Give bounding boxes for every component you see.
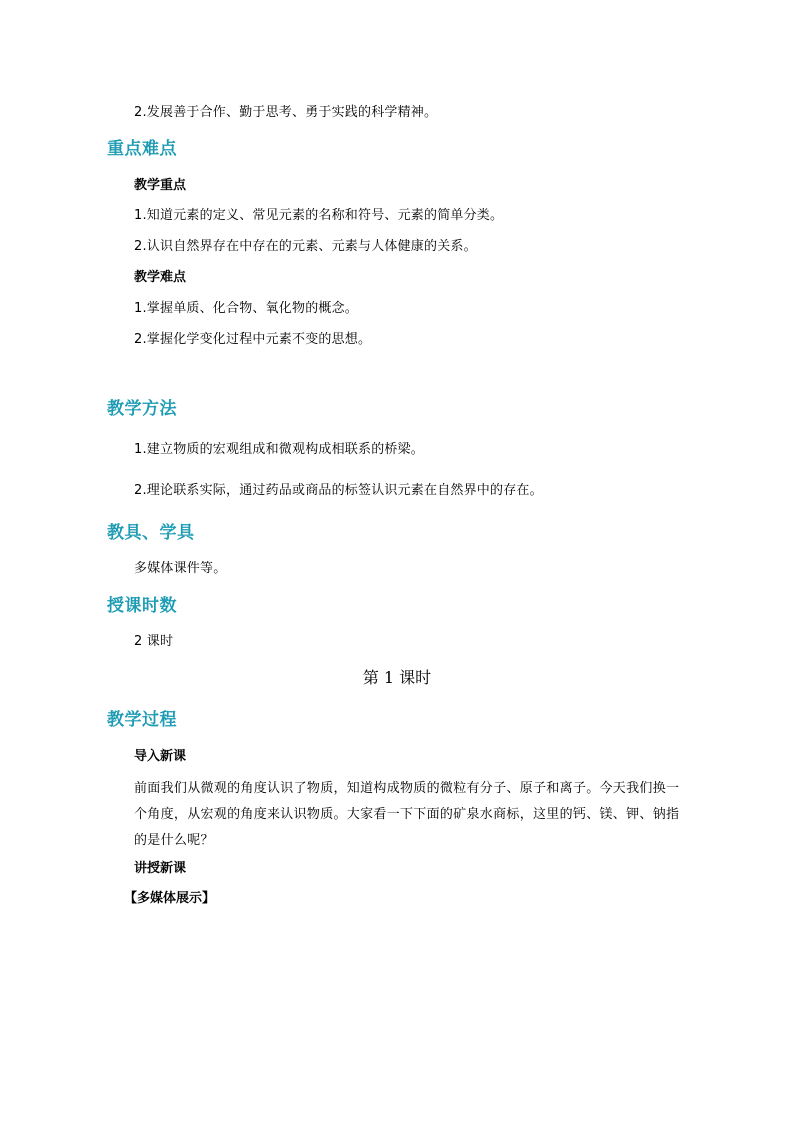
difficulty-label: 教学难点 [134,270,187,285]
focus-label: 教学重点 [134,178,187,193]
goal-item-2: 2.发展善于合作、勤于思考、勇于实践的科学精神。 [134,105,438,120]
section-heading-key-points: 重点难点 [107,139,177,159]
section-heading-process: 教学过程 [107,710,177,730]
focus-item-1: 1.知道元素的定义、常见元素的名称和符号、元素的简单分类。 [134,208,504,223]
focus-item-2: 2.认识自然界存在中存在的元素、元素与人体健康的关系。 [134,239,477,254]
media-label: 【多媒体展示】 [124,891,216,906]
difficulty-item-2: 2.掌握化学变化过程中元素不变的思想。 [134,332,372,347]
intro-paragraph: 前面我们从微观的角度认识了物质，知道构成物质的微粒有分子、原子和离子。今天我们换一个角度，从宏观的角度来认识物质。大家看一下下面的矿泉水商标，这里的钙、镁、钾、钠指的是什么呢？ [134,781,680,848]
teach-label: 讲授新课 [134,861,187,876]
intro-label: 导入新课 [134,749,187,764]
method-item-2: 2.理论联系实际，通过药品或商品的标签认识元素在自然界中的存在。 [134,483,543,498]
tools-text: 多媒体课件等。 [134,561,227,576]
lesson-title: 第 1 课时 [362,668,432,687]
section-heading-hours: 授课时数 [107,596,177,616]
hours-text: 2 课时 [134,634,174,649]
method-item-1: 1.建立物质的宏观组成和微观构成相联系的桥梁。 [134,442,425,457]
section-heading-methods: 教学方法 [107,399,177,419]
section-heading-tools: 教具、学具 [107,523,195,543]
difficulty-item-1: 1.掌握单质、化合物、氧化物的概念。 [134,301,359,316]
